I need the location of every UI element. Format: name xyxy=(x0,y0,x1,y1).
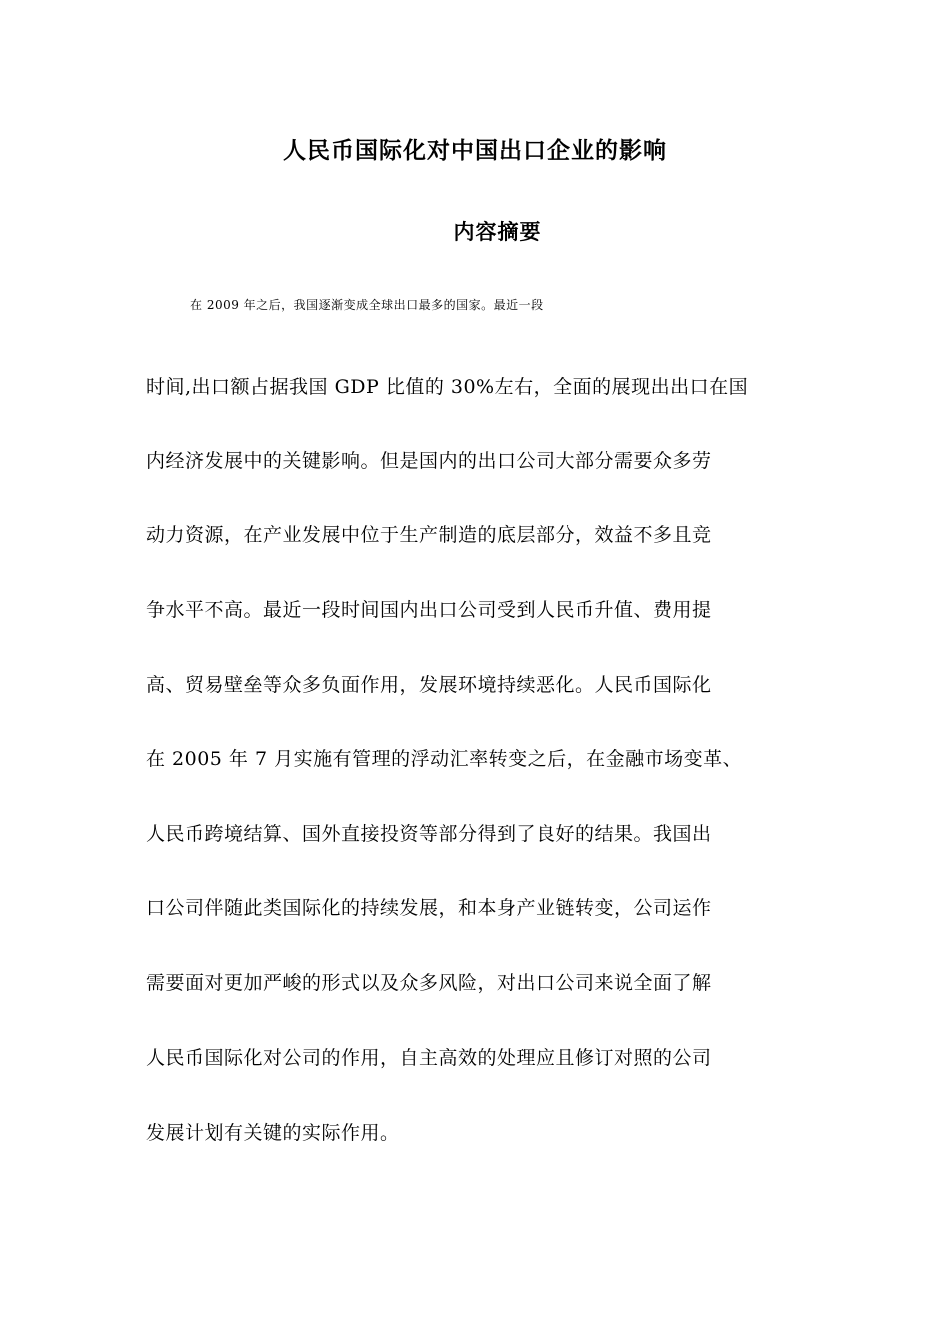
abstract-line-2: 时间,出口额占据我国 GDP 比值的 30%左右，全面的展现出出口在国 xyxy=(146,376,749,398)
abstract-line-11: 人民币国际化对公司的作用，自主高效的处理应且修订对照的公司 xyxy=(146,1047,712,1069)
abstract-line-12: 发展计划有关键的实际作用。 xyxy=(146,1122,400,1144)
section-heading: 内容摘要 xyxy=(453,220,542,244)
abstract-line-4: 动力资源，在产业发展中位于生产制造的底层部分，效益不多且竞 xyxy=(146,524,712,546)
abstract-line-3: 内经济发展中的关键影响。但是国内的出口公司大部分需要众多劳 xyxy=(146,450,712,472)
document-title: 人民币国际化对中国出口企业的影响 xyxy=(283,138,667,164)
abstract-line-8: 人民币跨境结算、国外直接投资等部分得到了良好的结果。我国出 xyxy=(146,823,712,845)
abstract-line-10: 需要面对更加严峻的形式以及众多风险，对出口公司来说全面了解 xyxy=(146,972,712,994)
abstract-line-1: 在 2009 年之后，我国逐渐变成全球出口最多的国家。最近一段 xyxy=(190,298,544,312)
abstract-line-6: 高、贸易壁垒等众多负面作用，发展环境持续恶化。人民币国际化 xyxy=(146,674,712,696)
abstract-line-7: 在 2005 年 7 月实施有管理的浮动汇率转变之后，在金融市场变革、 xyxy=(146,748,743,770)
abstract-line-9: 口公司伴随此类国际化的持续发展，和本身产业链转变，公司运作 xyxy=(146,897,712,919)
abstract-line-5: 争水平不高。最近一段时间国内出口公司受到人民币升值、费用提 xyxy=(146,599,712,621)
